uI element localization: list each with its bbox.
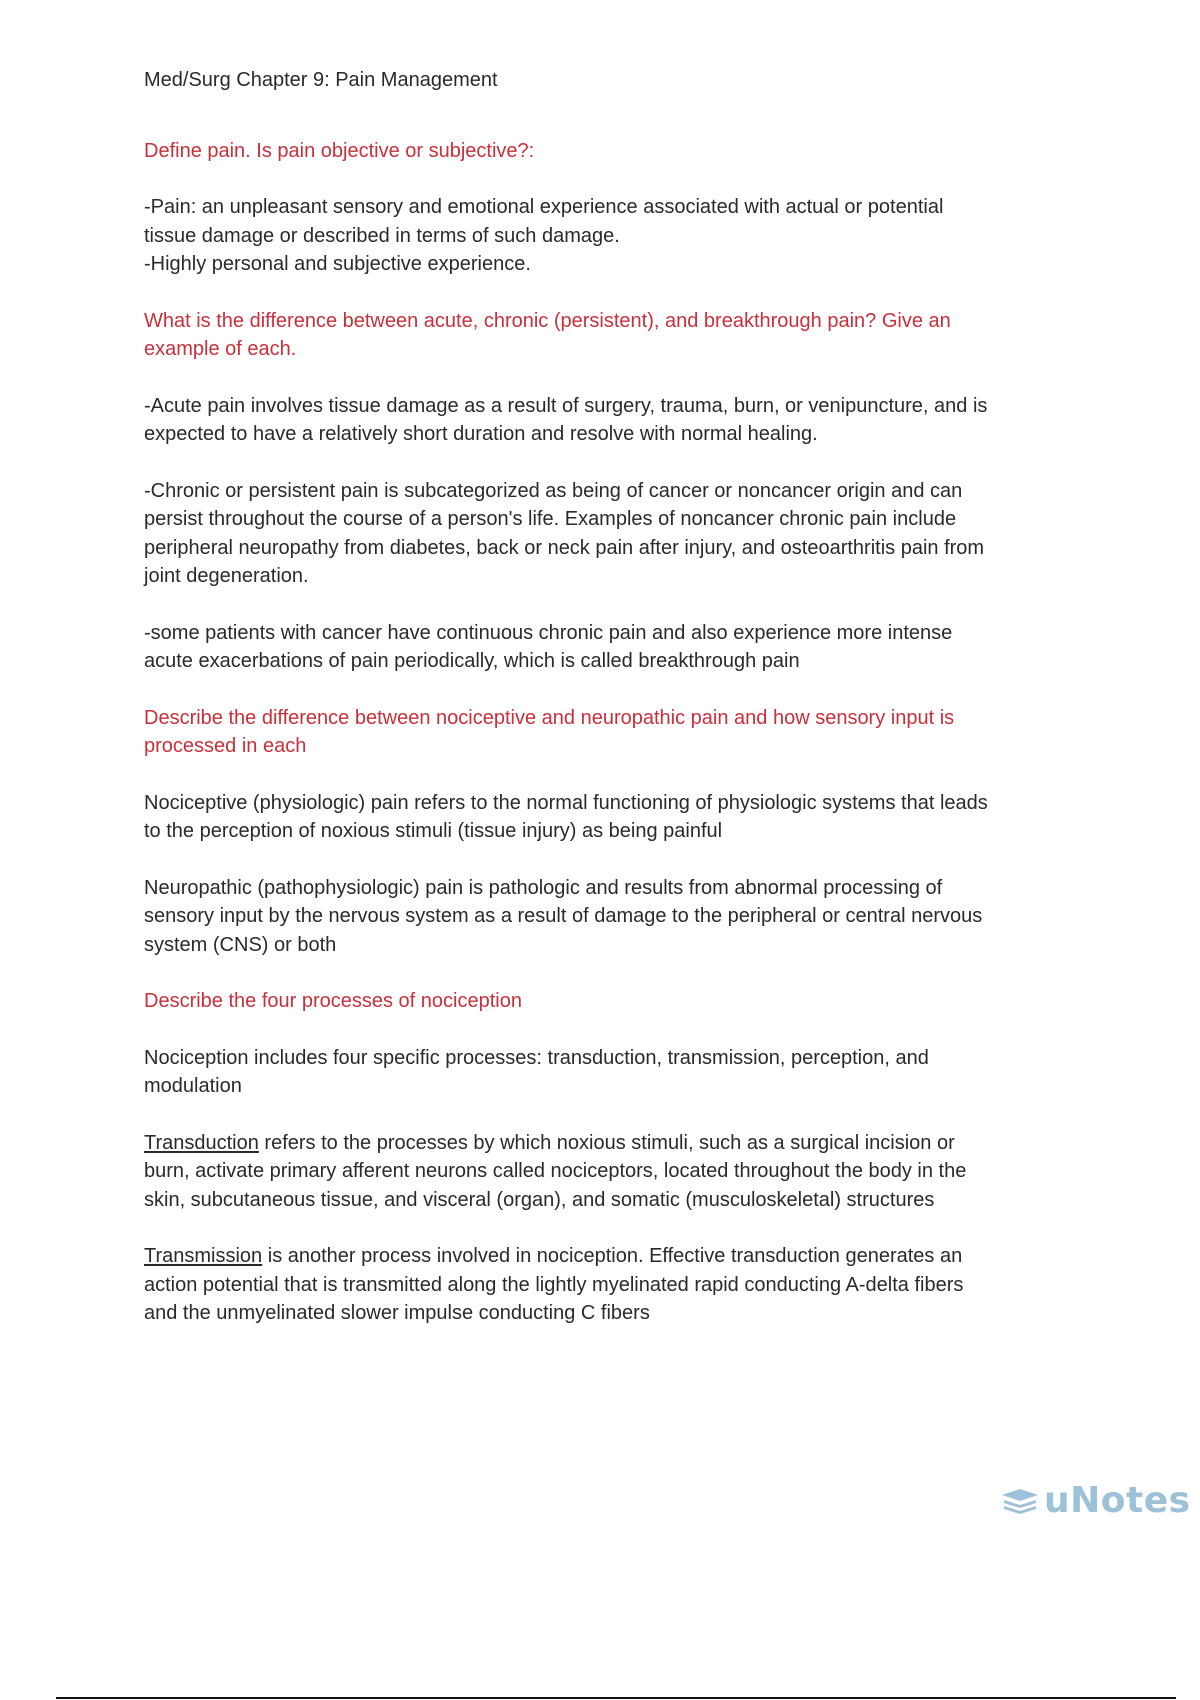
text-line: system (CNS) or both xyxy=(144,933,337,956)
answer-nociceptive-pain xyxy=(144,789,1074,846)
text-line: action potential that is transmitted along the lightly myelinated rapid conducting A-delta fibers xyxy=(144,1273,964,1296)
watermark-text: uNotes xyxy=(1044,1480,1191,1521)
text-line: example of each. xyxy=(144,338,297,360)
answer-neuropathic-pain xyxy=(144,874,1074,960)
term-transmission: Transmission xyxy=(144,1245,263,1267)
answer-transduction xyxy=(144,1129,1074,1215)
text-line: -some patients with cancer have continuous chronic pain and also experience more intense xyxy=(144,621,953,644)
text-line: burn, activate primary afferent neurons called nociceptors, located throughout the body in the xyxy=(144,1160,967,1182)
answer-acute-pain xyxy=(144,392,1074,449)
text-fragment: is another process involved in nociception. Effective transduction generates an xyxy=(262,1245,963,1267)
text-line: tissue damage or described in terms of such damage. xyxy=(144,224,620,247)
text-line: processed in each xyxy=(144,735,307,757)
text-line: sensory input by the nervous system as a result of damage to the peripheral or central nervous xyxy=(144,905,983,927)
text-line xyxy=(144,1129,1074,1158)
answer-nociception-intro xyxy=(144,1044,1074,1101)
stacked-books-icon xyxy=(1000,1486,1040,1516)
text-line: -Pain: an unpleasant sensory and emotional experience associated with actual or potential xyxy=(144,196,944,218)
text-line: joint degeneration. xyxy=(144,565,309,587)
text-fragment: refers to the processes by which noxious stimuli, such as a surgical incision or xyxy=(258,1131,955,1154)
question-pain-types xyxy=(144,307,1074,364)
footer-divider xyxy=(56,1697,1176,1699)
text-line: Neuropathic (pathophysiologic) pain is pathologic and results from abnormal processing of xyxy=(144,876,943,899)
text-line: persist throughout the course of a person's life. Examples of noncancer chronic pain include xyxy=(144,508,957,530)
answer-transmission xyxy=(144,1242,1074,1328)
answer-chronic-pain xyxy=(144,477,1074,591)
text-line: skin, subcutaneous tissue, and visceral (organ), and somatic (musculoskeletal) structures xyxy=(144,1188,935,1211)
question-define-pain: Define pain. Is pain objective or subjective?: xyxy=(144,139,535,162)
page-title: Med/Surg Chapter 9: Pain Management xyxy=(144,69,498,91)
question-nociception-processes: Describe the four processes of nociception xyxy=(144,990,522,1012)
text-line: -Highly personal and subjective experience. xyxy=(144,253,531,275)
text-line: and the unmyelinated slower impulse conducting C fibers xyxy=(144,1302,650,1324)
text-line: What is the difference between acute, chronic (persistent), and breakthrough pain? Give an xyxy=(144,309,951,332)
text-line xyxy=(144,1242,1074,1271)
text-line: -Chronic or persistent pain is subcategorized as being of cancer or noncancer origin and can xyxy=(144,479,963,502)
answer-define-pain xyxy=(144,193,1074,279)
text-line: Nociceptive (physiologic) pain refers to the normal functioning of physiologic systems that leads xyxy=(144,791,988,814)
text-line: Describe the difference between nociceptive and neuropathic pain and how sensory input is xyxy=(144,706,955,729)
text-line: Nociception includes four specific processes: transduction, transmission, perception, and xyxy=(144,1046,929,1069)
text-line: to the perception of noxious stimuli (tissue injury) as being painful xyxy=(144,820,723,842)
unotes-watermark xyxy=(1000,1480,1191,1521)
question-nociceptive-neuropathic xyxy=(144,704,1074,761)
document-body xyxy=(144,66,1074,1356)
term-transduction: Transduction xyxy=(144,1131,259,1154)
text-line: acute exacerbations of pain periodically, which is called breakthrough pain xyxy=(144,650,800,672)
text-line: -Acute pain involves tissue damage as a result of surgery, trauma, burn, or venipuncture, and is xyxy=(144,394,988,417)
text-line: peripheral neuropathy from diabetes, back or neck pain after injury, and osteoarthritis pain from xyxy=(144,536,985,559)
text-line: modulation xyxy=(144,1075,242,1097)
answer-breakthrough-pain xyxy=(144,619,1074,676)
text-line: expected to have a relatively short duration and resolve with normal healing. xyxy=(144,423,818,445)
